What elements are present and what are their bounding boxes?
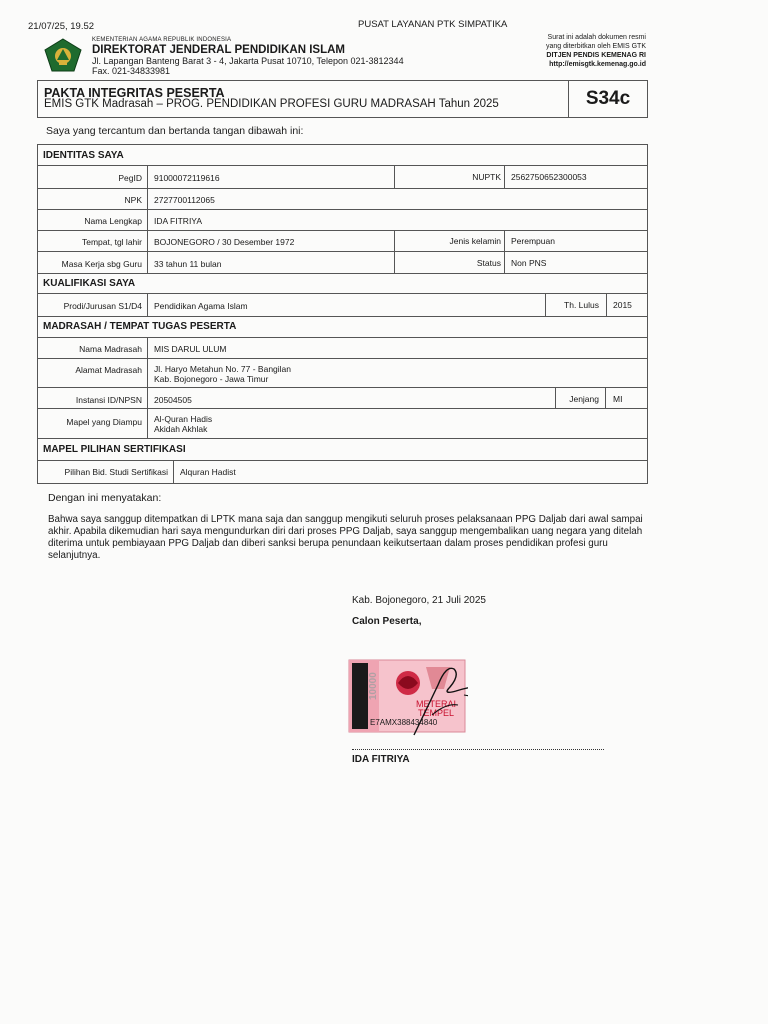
lulus-value: 2015	[613, 300, 632, 310]
mapel-line-2: Akidah Akhlak	[154, 424, 208, 434]
npsn-value: 20504505	[154, 395, 192, 405]
section-kualifikasi-heading: KUALIFIKASI SAYA	[43, 278, 136, 289]
candidate-role: Calon Peserta,	[352, 616, 422, 627]
stamp-denomination: 10000	[368, 672, 379, 700]
note-line-2: yang diterbitkan oleh EMIS GTK	[546, 43, 646, 50]
identity-table	[37, 144, 648, 484]
declaration-heading: Dengan ini menyatakan:	[48, 492, 162, 504]
ttl-value: BOJONEGORO / 30 Desember 1972	[154, 237, 295, 247]
note-line-4: http://emisgtk.kemenag.go.id	[549, 61, 646, 68]
mapel-line-1: Al-Quran Hadis	[154, 414, 213, 424]
meterai-stamp-icon	[346, 655, 468, 737]
masa-kerja-value: 33 tahun 11 bulan	[154, 259, 222, 269]
letterhead-address: Jl. Lapangan Banteng Barat 3 - 4, Jakarta Pusat 10710, Telepon 021-3812344	[92, 56, 404, 66]
pegid-label: PegID	[118, 173, 142, 183]
pegid-value: 91000072119616	[154, 173, 220, 183]
print-datetime: 21/07/25, 19.52	[28, 21, 95, 32]
nuptk-label: NUPTK	[472, 172, 501, 182]
kemenag-logo-icon	[44, 38, 82, 72]
jk-value: Perempuan	[511, 236, 555, 246]
alamat-label: Alamat Madrasah	[75, 365, 142, 375]
npk-value: 2727700112065	[154, 195, 215, 205]
prodi-value: Pendidikan Agama Islam	[154, 301, 248, 311]
print-title: PUSAT LAYANAN PTK SIMPATIKA	[358, 19, 508, 30]
stamp-serial: E7AMX388434840	[370, 718, 438, 727]
document-code: S34c	[568, 81, 647, 117]
note-line-1: Surat ini adalah dokumen resmi	[547, 34, 646, 41]
lulus-label: Th. Lulus	[564, 300, 599, 310]
bid-studi-value: Alquran Hadist	[180, 467, 236, 477]
section-mapel-pilihan-heading: MAPEL PILIHAN SERTIFIKASI	[43, 444, 186, 455]
document-title: PAKTA INTEGRITAS PESERTA	[44, 86, 225, 100]
intro-text: Saya yang tercantum dan bertanda tangan dibawah ini:	[46, 125, 304, 137]
nama-madrasah-value: MIS DARUL ULUM	[154, 344, 227, 354]
document-title-box	[37, 80, 648, 118]
ttl-label: Tempat, tgl lahir	[82, 237, 142, 247]
alamat-line-2: Kab. Bojonegoro - Jawa Timur	[154, 374, 269, 384]
document-subtitle: EMIS GTK Madrasah – PROG. PENDIDIKAN PROFESI GURU MADRASAH Tahun 2025	[44, 98, 499, 110]
status-value: Non PNS	[511, 258, 547, 268]
bid-studi-label: Pilihan Bid. Studi Sertifikasi	[64, 467, 168, 477]
prodi-label: Prodi/Jurusan S1/D4	[63, 301, 142, 311]
directorate-name: DIREKTORAT JENDERAL PENDIDIKAN ISLAM	[92, 44, 346, 56]
place-date: Kab. Bojonegoro, 21 Juli 2025	[352, 595, 486, 606]
masa-kerja-label: Masa Kerja sbg Guru	[61, 259, 142, 269]
signer-name: IDA FITRIYA	[352, 754, 410, 765]
letterhead	[92, 37, 404, 76]
section-madrasah-heading: MADRASAH / TEMPAT TUGAS PESERTA	[43, 321, 237, 332]
nama-madrasah-label: Nama Madrasah	[79, 344, 142, 354]
mapel-diampu-label: Mapel yang Diampu	[66, 417, 142, 427]
section-identitas-heading: IDENTITAS SAYA	[43, 150, 124, 161]
nama-label: Nama Lengkap	[84, 216, 142, 226]
note-line-3: DITJEN PENDIS KEMENAG RI	[546, 52, 646, 59]
declaration-text: Bahwa saya sanggup ditempatkan di LPTK mana saja dan sanggup mengikuti seluruh proses pelaksanaan PPG Daljab dari awal sampai akhir. Apabila dikemudian hari saya mengundurkan diri dari proses PPG Daljab, saya sanggup mengembalikan uang negara yang ditelah diterima untuk pembiayaan PPG Daljab dan diberi sanksi berupa penundaan keikutsertaan dalam proses pendidikan profesi guru selanjutnya.	[48, 514, 643, 561]
status-label: Status	[476, 258, 501, 268]
stamp-text-1: METERAI	[416, 699, 457, 709]
jk-label: Jenis kelamin	[449, 236, 501, 246]
npk-label: NPK	[124, 195, 142, 205]
stamp-text-2: TEMPEL	[418, 708, 455, 718]
jenjang-label: Jenjang	[569, 394, 599, 404]
nama-value: IDA FITRIYA	[154, 216, 203, 226]
jenjang-value: MI	[613, 394, 623, 404]
official-note	[546, 33, 646, 69]
ministry-name: KEMENTERIAN AGAMA REPUBLIK INDONESIA	[92, 37, 232, 43]
alamat-line-1: Jl. Haryo Metahun No. 77 - Bangilan	[154, 364, 292, 374]
letterhead-fax: Fax. 021-34833981	[92, 66, 171, 76]
nuptk-value: 2562750652300053	[511, 172, 587, 182]
signature-line	[352, 749, 604, 750]
npsn-label: Instansi ID/NPSN	[75, 395, 142, 405]
